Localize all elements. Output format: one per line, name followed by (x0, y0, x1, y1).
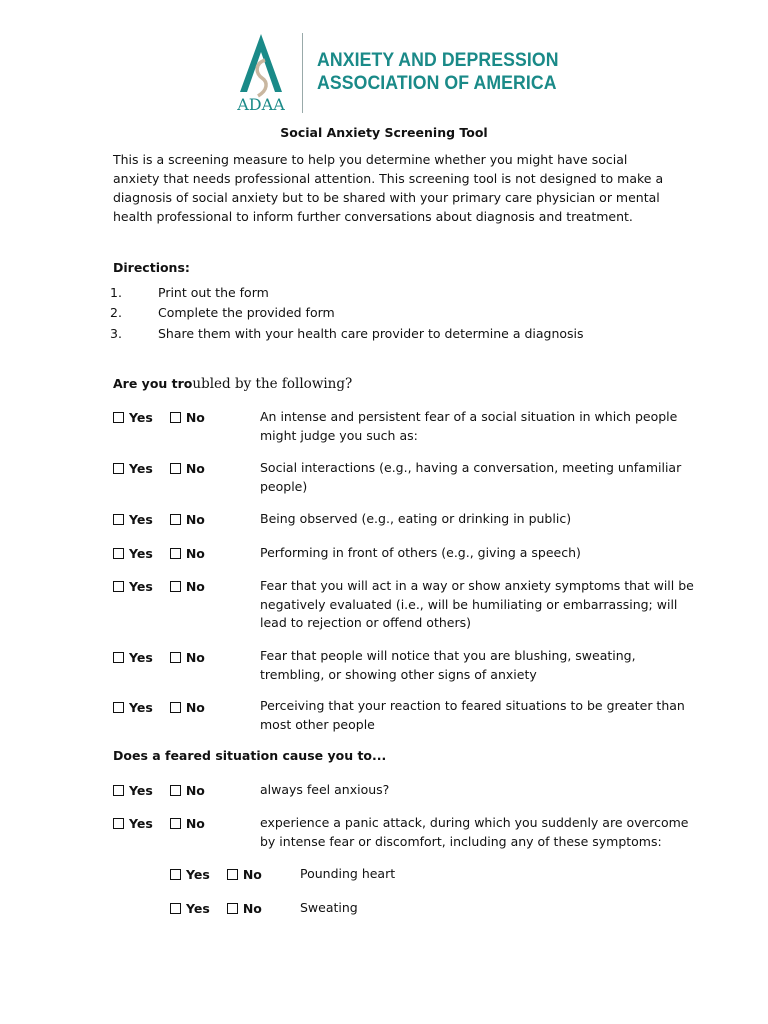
yes-no-group (113, 783, 205, 798)
yes-option[interactable]: Yes (113, 512, 153, 527)
checkbox-icon[interactable] (113, 702, 124, 713)
org-name-line-1: ANXIETY AND DEPRESSION (317, 50, 559, 71)
yes-option[interactable]: Yes (170, 901, 210, 916)
question-text: Performing in front of others (e.g., giving a speech) (260, 545, 581, 560)
checkbox-icon[interactable] (170, 869, 181, 880)
question-text: An intense and persistent fear of a social situation in which people might judge you such as: (260, 409, 678, 443)
org-name-line-2: ASSOCIATION OF AMERICA (317, 73, 557, 94)
yes-option[interactable]: Yes (113, 410, 153, 425)
adaa-logo (226, 30, 296, 114)
document-title: Social Anxiety Screening Tool (280, 125, 488, 140)
yes-no-group (113, 546, 205, 561)
no-option[interactable]: No (170, 546, 205, 561)
checkbox-icon[interactable] (170, 581, 181, 592)
checkbox-icon[interactable] (113, 412, 124, 423)
section2-heading: Does a feared situation cause you to... (113, 748, 387, 763)
yes-no-group (113, 512, 205, 527)
question-heading-bold: Are you tro (113, 376, 193, 391)
logo-divider (302, 33, 303, 113)
checkbox-icon[interactable] (170, 652, 181, 663)
question-heading-serif: ubled by the following? (192, 376, 353, 392)
checkbox-icon[interactable] (227, 903, 238, 914)
question-text: Fear that you will act in a way or show anxiety symptoms that will be negatively evaluated (i.e., will be humiliating or embarrassing; will lead to rejection or offend others) (260, 578, 694, 630)
checkbox-icon[interactable] (113, 548, 124, 559)
no-option[interactable]: No (170, 700, 205, 715)
no-option[interactable]: No (170, 512, 205, 527)
checkbox-icon[interactable] (170, 702, 181, 713)
logo-text: ADAA (237, 95, 285, 114)
checkbox-icon[interactable] (170, 785, 181, 796)
question-text: Social interactions (e.g., having a conversation, meeting unfamiliar people) (260, 460, 682, 494)
symptom-text: Pounding heart (300, 866, 396, 881)
checkbox-icon[interactable] (227, 869, 238, 880)
yes-option[interactable]: Yes (113, 700, 153, 715)
yes-no-group (170, 901, 262, 916)
question-text: always feel anxious? (260, 782, 390, 797)
no-option[interactable]: No (170, 461, 205, 476)
direction-number: 3. (110, 326, 122, 341)
no-option[interactable]: No (170, 579, 205, 594)
direction-step: Print out the form (158, 285, 269, 300)
checkbox-icon[interactable] (113, 463, 124, 474)
direction-number: 1. (110, 285, 122, 300)
no-option[interactable]: No (170, 410, 205, 425)
no-option[interactable]: No (170, 650, 205, 665)
yes-option[interactable]: Yes (113, 546, 153, 561)
yes-option[interactable]: Yes (113, 650, 153, 665)
checkbox-icon[interactable] (170, 463, 181, 474)
no-option[interactable]: No (170, 783, 205, 798)
direction-number: 2. (110, 305, 122, 320)
checkbox-icon[interactable] (113, 652, 124, 663)
no-option[interactable]: No (227, 901, 262, 916)
direction-step: Complete the provided form (158, 305, 335, 320)
question-text: experience a panic attack, during which you suddenly are overcome by intense fear or discomfort, including any of these symptoms: (260, 815, 689, 849)
direction-step: Share them with your health care provider to determine a diagnosis (158, 326, 584, 341)
no-option[interactable]: No (227, 867, 262, 882)
yes-no-group (113, 410, 205, 425)
yes-no-group (113, 579, 205, 594)
no-option[interactable]: No (170, 816, 205, 831)
checkbox-icon[interactable] (113, 818, 124, 829)
question-text: Being observed (e.g., eating or drinking in public) (260, 511, 572, 526)
yes-option[interactable]: Yes (113, 783, 153, 798)
checkbox-icon[interactable] (170, 818, 181, 829)
yes-no-group (170, 867, 262, 882)
yes-no-group (113, 461, 205, 476)
yes-no-group (113, 816, 205, 831)
checkbox-icon[interactable] (170, 548, 181, 559)
yes-no-group (113, 650, 205, 665)
question-text: Fear that people will notice that you are blushing, sweating, trembling, or showing other signs of anxiety (260, 648, 636, 682)
intro-paragraph: This is a screening measure to help you determine whether you might have social anxiety that needs professional attention. This screening tool is not designed to make a diagnosis of social anxiety but to be shared with your primary care physician or mental health professional to inform further conversations about diagnosis and treatment. (113, 152, 664, 224)
yes-option[interactable]: Yes (170, 867, 210, 882)
checkbox-icon[interactable] (113, 581, 124, 592)
checkbox-icon[interactable] (113, 514, 124, 525)
yes-option[interactable]: Yes (113, 816, 153, 831)
checkbox-icon[interactable] (113, 785, 124, 796)
yes-no-group (113, 700, 205, 715)
directions-heading: Directions: (113, 260, 190, 275)
checkbox-icon[interactable] (170, 514, 181, 525)
question-heading (113, 376, 352, 392)
checkbox-icon[interactable] (170, 903, 181, 914)
question-text: Perceiving that your reaction to feared situations to be greater than most other people (260, 698, 685, 732)
checkbox-icon[interactable] (170, 412, 181, 423)
symptom-text: Sweating (300, 900, 358, 915)
yes-option[interactable]: Yes (113, 461, 153, 476)
yes-option[interactable]: Yes (113, 579, 153, 594)
